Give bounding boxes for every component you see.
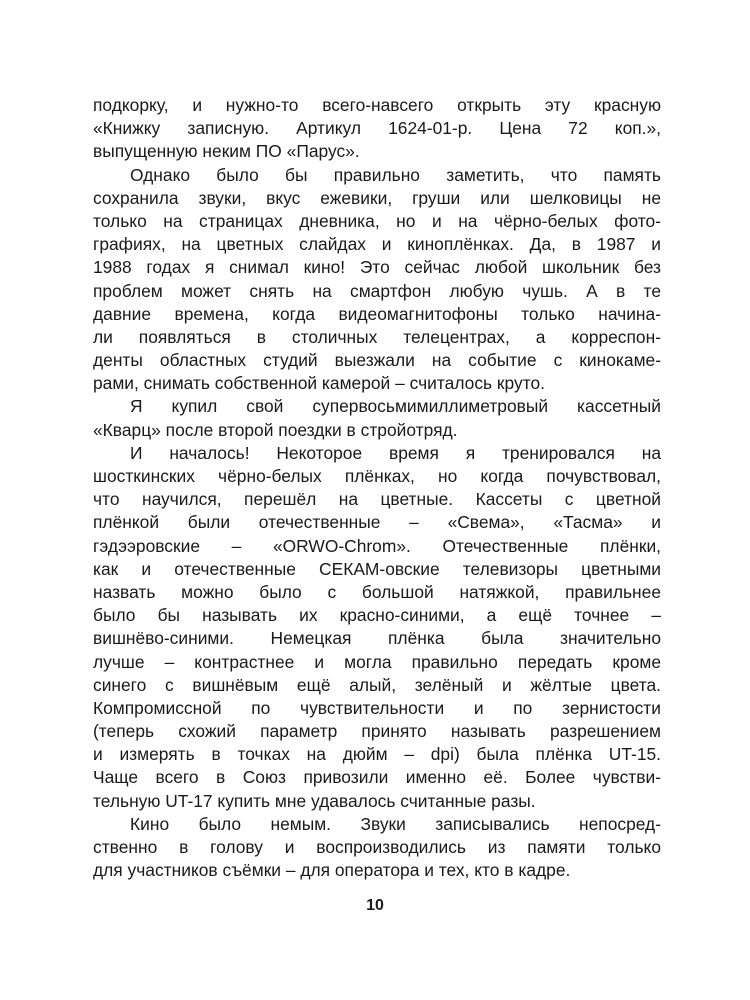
text-line: «Кварц» после второй поездки в стройотряд. xyxy=(93,419,458,440)
text-line: и измерять в точках на дюйм – dpi) была плёнка UT-15. xyxy=(93,744,661,765)
text-line: Я купил свой супервосьмимиллиметровый кассетный xyxy=(130,396,661,417)
text-line: Однако было бы правильно заметить, что память xyxy=(130,164,661,185)
text-line: денты областных студий выезжали на событие с кинокаме- xyxy=(93,350,661,371)
text-line: давние времена, когда видеомагнитофоны только начина- xyxy=(93,303,661,324)
text-line: что научился, перешёл на цветные. Кассеты с цветной xyxy=(93,489,661,510)
text-line: лучше – контрастнее и могла правильно передать кроме xyxy=(93,651,661,672)
page-number: 10 xyxy=(366,897,384,914)
text-line: плёнкой были отечественные – «Свема», «Тасма» и xyxy=(93,512,661,533)
text-line: И началось! Некоторое время я тренировался на xyxy=(130,442,661,463)
text-line: «Книжку записную. Артикул 1624-01-р. Цена 72 коп.», xyxy=(93,118,661,139)
text-line: Кино было немым. Звуки записывались непосред- xyxy=(130,813,661,834)
text-line: проблем может снять на смартфон любую чушь. А в те xyxy=(93,280,661,301)
text-line: было бы называть их красно-синими, а ещё точнее – xyxy=(93,605,661,626)
page-body-text xyxy=(93,94,661,882)
text-line: гэдээровские – «ORWO-Chrom». Отечественные плёнки, xyxy=(93,535,661,556)
text-line: сохранила звуки, вкус ежевики, груши или шелковицы не xyxy=(93,187,661,208)
text-line: назвать можно было с большой натяжкой, правильнее xyxy=(93,581,661,602)
text-line: для участников съёмки – для оператора и тех, кто в кадре. xyxy=(93,860,571,881)
text-line: Компромиссной по чувствительности и по зернистости xyxy=(93,697,661,718)
text-line: Чаще всего в Союз привозили именно её. Более чувстви- xyxy=(93,767,661,788)
text-line: только на страницах дневника, но и на чёрно-белых фото- xyxy=(93,210,661,231)
text-line: как и отечественные СЕКАМ-овские телевизоры цветными xyxy=(93,558,661,579)
text-line: шосткинских чёрно-белых плёнках, но когда почувствовал, xyxy=(93,466,661,486)
text-line: графиях, на цветных слайдах и киноплёнках. Да, в 1987 и xyxy=(93,234,661,255)
text-line: ли появляться в столичных телецентрах, а корреспон- xyxy=(93,326,661,347)
text-line: тельную UT-17 купить мне удавалось считанные разы. xyxy=(93,790,536,811)
text-line: рами, снимать собственной камерой – считалось круто. xyxy=(93,373,545,394)
text-line: (теперь схожий параметр принято называть разрешением xyxy=(93,721,661,742)
text-line: 1988 годах я снимал кино! Это сейчас любой школьник без xyxy=(93,257,661,278)
text-line: вишнёво-синими. Немецкая плёнка была значительно xyxy=(93,628,661,649)
text-line: ственно в голову и воспроизводились из памяти только xyxy=(93,837,661,857)
text-line: синего с вишнёвым ещё алый, зелёный и жёлтые цвета. xyxy=(93,674,661,695)
text-line: подкорку, и нужно-то всего-навсего открыть эту красную xyxy=(93,95,661,115)
text-line: выпущенную неким ПО «Парус». xyxy=(93,141,360,162)
